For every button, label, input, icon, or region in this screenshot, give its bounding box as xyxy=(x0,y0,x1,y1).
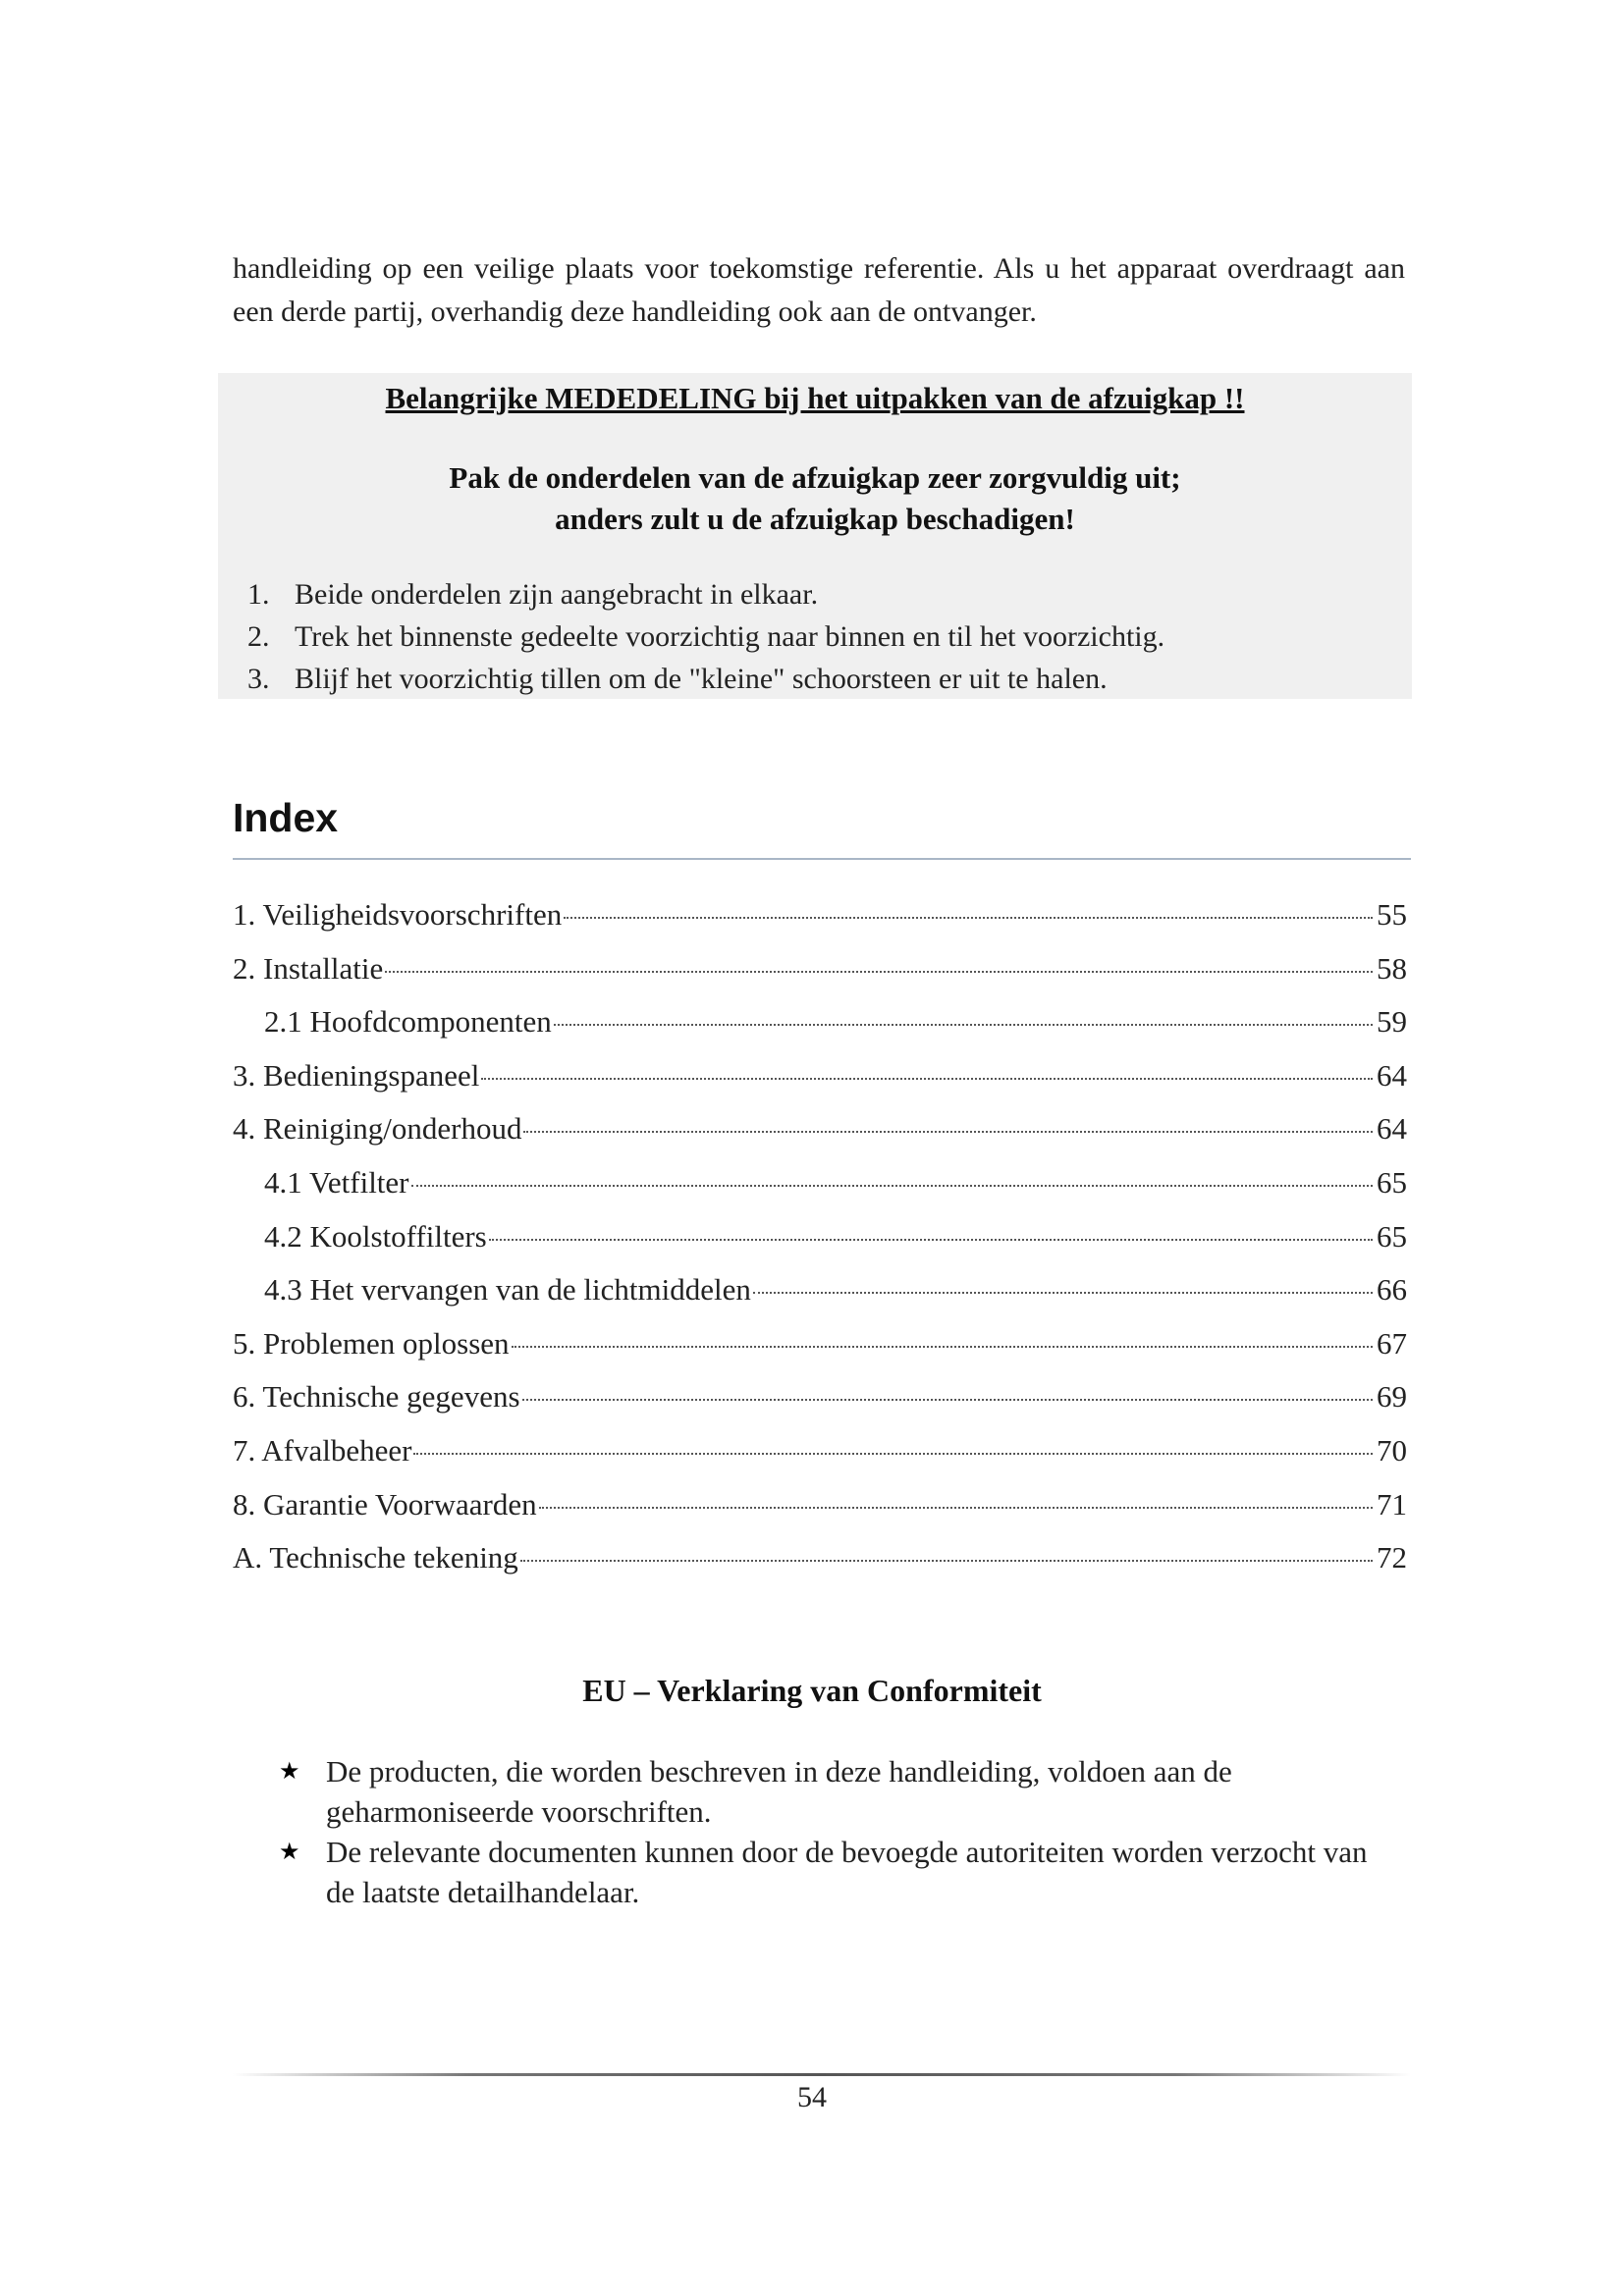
toc-dot-leader xyxy=(539,1507,1373,1509)
notice-title: Belangrijke MEDEDELING bij het uitpakken van de afzuigkap !! xyxy=(385,381,1245,415)
notice-warning xyxy=(218,457,1412,540)
eu-item-text: De producten, die worden beschreven in deze handleiding, voldoen aan de geharmoniseerde voorschriften. xyxy=(326,1754,1232,1829)
eu-conformity-item xyxy=(279,1832,1379,1912)
toc-entry-page: 67 xyxy=(1377,1325,1407,1361)
notice-step xyxy=(247,573,1396,615)
step-text: Blijf het voorzichtig tillen om de "kleine" schoorsteen er uit te halen. xyxy=(295,663,1108,695)
toc-entry-label: 6. Technische gegevens xyxy=(233,1379,520,1415)
toc-dot-leader xyxy=(413,1453,1373,1455)
toc-dot-leader xyxy=(522,1399,1373,1401)
toc-entry-label: 4.2 Koolstoffilters xyxy=(264,1218,487,1254)
notice-steps-list xyxy=(247,573,1396,700)
toc-entry-page: 64 xyxy=(1377,1057,1407,1093)
toc-subentry[interactable] xyxy=(233,1165,1407,1219)
index-divider xyxy=(233,858,1411,860)
toc-entry[interactable] xyxy=(233,1433,1407,1487)
toc-dot-leader xyxy=(753,1292,1373,1294)
notice-step xyxy=(247,658,1396,700)
table-of-contents xyxy=(233,897,1407,1594)
toc-entry-label: 7. Afvalbeheer xyxy=(233,1432,412,1468)
step-text: Trek het binnenste gedeelte voorzichtig naar binnen en til het voorzichtig. xyxy=(295,620,1165,653)
toc-entry[interactable] xyxy=(233,1540,1407,1594)
page-number: 54 xyxy=(797,2081,827,2113)
toc-subentry[interactable] xyxy=(233,1272,1407,1326)
toc-subentry[interactable] xyxy=(233,1004,1407,1058)
toc-entry-page: 64 xyxy=(1377,1111,1407,1147)
star-icon: ★ xyxy=(279,1757,300,1785)
toc-entry[interactable] xyxy=(233,1111,1407,1165)
toc-dot-leader xyxy=(411,1185,1373,1187)
toc-dot-leader xyxy=(481,1078,1373,1080)
toc-dot-leader xyxy=(523,1131,1373,1133)
toc-entry-page: 69 xyxy=(1377,1379,1407,1415)
toc-entry[interactable] xyxy=(233,1058,1407,1112)
toc-entry-page: 59 xyxy=(1377,1004,1407,1040)
toc-entry-page: 72 xyxy=(1377,1540,1407,1575)
notice-step xyxy=(247,615,1396,658)
toc-dot-leader xyxy=(520,1560,1373,1562)
toc-entry-label: 2.1 Hoofdcomponenten xyxy=(264,1004,552,1040)
toc-entry[interactable] xyxy=(233,1326,1407,1380)
unpacking-notice-box xyxy=(218,373,1412,699)
toc-dot-leader xyxy=(554,1024,1373,1026)
toc-dot-leader xyxy=(564,917,1373,919)
toc-entry-page: 71 xyxy=(1377,1486,1407,1522)
toc-entry[interactable] xyxy=(233,1379,1407,1433)
toc-entry-label: 8. Garantie Voorwaarden xyxy=(233,1486,537,1522)
notice-warning-line: anders zult u de afzuigkap beschadigen! xyxy=(555,502,1075,536)
index-heading: Index xyxy=(233,795,339,840)
eu-conformity-item xyxy=(279,1751,1379,1832)
toc-entry-page: 55 xyxy=(1377,897,1407,932)
toc-entry-page: 66 xyxy=(1377,1272,1407,1308)
toc-entry-label: 1. Veiligheidsvoorschriften xyxy=(233,897,563,932)
toc-subentry[interactable] xyxy=(233,1219,1407,1273)
step-text: Beide onderdelen zijn aangebracht in elkaar. xyxy=(295,578,819,611)
step-number: 2. xyxy=(247,620,270,653)
toc-dot-leader xyxy=(489,1239,1373,1241)
step-number: 1. xyxy=(247,578,270,611)
toc-entry[interactable] xyxy=(233,951,1407,1005)
toc-dot-leader xyxy=(385,971,1373,973)
intro-text: handleiding op een veilige plaats voor toekomstige referentie. Als u het apparaat overdraagt aan een derde partij, overhandig deze handleiding ook aan de ontvanger. xyxy=(233,252,1405,328)
toc-entry-page: 58 xyxy=(1377,950,1407,986)
toc-entry-page: 65 xyxy=(1377,1164,1407,1200)
toc-entry[interactable] xyxy=(233,897,1407,951)
footer-divider xyxy=(233,2073,1411,2076)
toc-entry-label: A. Technische tekening xyxy=(233,1540,518,1575)
eu-conformity-list xyxy=(279,1751,1379,1912)
toc-entry-label: 4. Reiniging/onderhoud xyxy=(233,1111,522,1147)
star-icon: ★ xyxy=(279,1838,300,1865)
step-number: 3. xyxy=(247,663,270,695)
toc-entry-page: 65 xyxy=(1377,1218,1407,1254)
toc-entry-label: 5. Problemen oplossen xyxy=(233,1325,510,1361)
notice-warning-line: Pak de onderdelen van de afzuigkap zeer zorgvuldig uit; xyxy=(449,460,1181,495)
toc-entry-label: 4.3 Het vervangen van de lichtmiddelen xyxy=(264,1272,751,1308)
toc-entry-label: 3. Bedieningspaneel xyxy=(233,1057,480,1093)
eu-item-text: De relevante documenten kunnen door de bevoegde autoriteiten worden verzocht van de laatste detailhandelaar. xyxy=(326,1835,1368,1909)
toc-entry-label: 2. Installatie xyxy=(233,950,384,986)
eu-conformity-heading: EU – Verklaring van Conformiteit xyxy=(582,1673,1042,1708)
toc-dot-leader xyxy=(512,1346,1373,1348)
toc-entry[interactable] xyxy=(233,1487,1407,1541)
toc-entry-label: 4.1 Vetfilter xyxy=(264,1164,409,1200)
toc-entry-page: 70 xyxy=(1377,1432,1407,1468)
intro-paragraph xyxy=(233,247,1405,334)
